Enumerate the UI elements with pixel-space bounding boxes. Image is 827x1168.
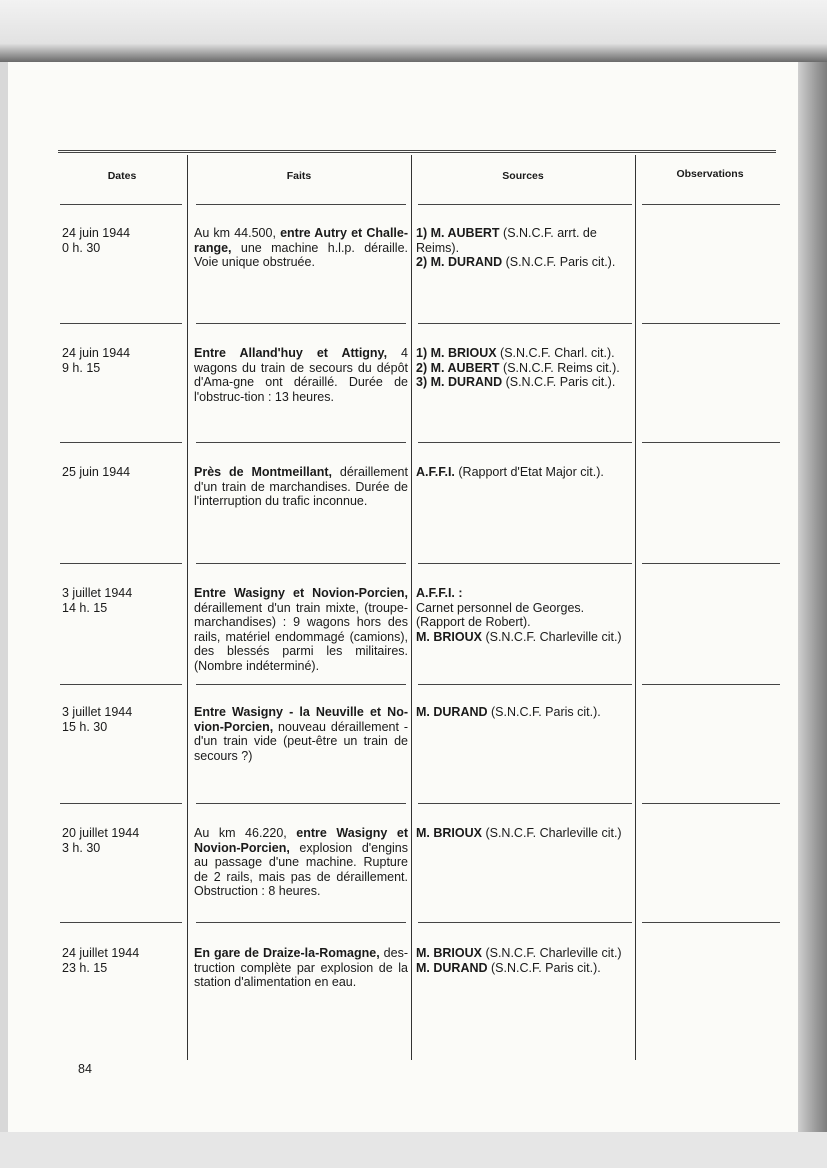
source-line: 1) M. AUBERT (S.N.C.F. arrt. de Reims).	[416, 226, 597, 255]
column-separator-2	[411, 155, 412, 1060]
row-date	[62, 226, 182, 255]
row-sources	[416, 705, 636, 720]
fait-location: Entre Wasigny et Novion-Porcien,	[194, 586, 408, 600]
row-fait: Entre Wasigny - la Neuville et No-vion-Porcien, nouveau déraillement - d'un train vide (peut-être un train de secours ?)	[194, 705, 408, 763]
time-text: 0 h. 30	[62, 240, 101, 255]
row-rule	[196, 922, 406, 923]
row-date	[62, 705, 182, 734]
row-sources	[416, 946, 636, 975]
time-text: 3 h. 30	[62, 840, 101, 855]
header-faits: Faits	[286, 170, 312, 182]
row-rule	[642, 563, 780, 564]
row-rule	[418, 323, 632, 324]
row-date	[62, 586, 182, 615]
row-date	[62, 946, 182, 975]
row-rule	[642, 204, 780, 205]
scan-top-margin	[0, 0, 827, 62]
source-line: 3) M. DURAND (S.N.C.F. Paris cit.).	[416, 375, 616, 389]
date-text: 25 juin 1944	[62, 465, 131, 479]
row-rule	[60, 563, 182, 564]
time-text: 9 h. 15	[62, 360, 101, 375]
date-text: 3 juillet 1944	[62, 705, 133, 719]
row-rule	[60, 204, 182, 205]
row-rule	[418, 442, 632, 443]
source-line: M. DURAND (S.N.C.F. Paris cit.).	[416, 960, 601, 975]
row-rule	[196, 442, 406, 443]
row-rule	[642, 323, 780, 324]
source-line: Carnet personnel de Georges.	[416, 600, 585, 615]
time-text: 15 h. 30	[62, 719, 108, 734]
row-rule	[418, 803, 632, 804]
source-line: M. BRIOUX (S.N.C.F. Charleville cit.)	[416, 629, 622, 644]
row-rule	[196, 204, 406, 205]
time-text: 14 h. 15	[62, 600, 108, 615]
row-date	[62, 346, 182, 375]
date-text: 24 juin 1944	[62, 226, 131, 240]
source-line: 1) M. BRIOUX (S.N.C.F. Charl. cit.).	[416, 346, 615, 360]
source-line: M. BRIOUX (S.N.C.F. Charleville cit.)	[416, 946, 622, 960]
time-text: 23 h. 15	[62, 960, 108, 975]
source-line: M. BRIOUX (S.N.C.F. Charleville cit.)	[416, 826, 622, 840]
fait-location: En gare de Draize-la-Romagne,	[194, 946, 380, 960]
source-line: M. DURAND (S.N.C.F. Paris cit.).	[416, 705, 601, 719]
row-rule	[418, 563, 632, 564]
source-line: (Rapport de Robert).	[416, 615, 531, 629]
column-separator-1	[187, 155, 188, 1060]
row-fait: Au km 44.500, entre Autry et Challe-range, une machine h.l.p. déraille. Voie unique obstruée.	[194, 226, 408, 269]
row-sources	[416, 826, 636, 841]
header-dates: Dates	[107, 170, 137, 182]
scan-bottom-margin	[0, 1132, 827, 1168]
source-line: 2) M. DURAND (S.N.C.F. Paris cit.).	[416, 255, 616, 269]
row-rule	[60, 442, 182, 443]
page-edge-shadow	[798, 62, 827, 1132]
row-rule	[418, 204, 632, 205]
row-rule	[418, 684, 632, 685]
fait-location: Près de Montmeillant,	[194, 465, 333, 479]
source-line: A.F.F.I. (Rapport d'Etat Major cit.).	[416, 465, 604, 479]
row-rule	[196, 323, 406, 324]
row-rule	[642, 803, 780, 804]
row-rule	[60, 684, 182, 685]
date-text: 3 juillet 1944	[62, 586, 133, 600]
row-rule	[642, 684, 780, 685]
row-rule	[60, 803, 182, 804]
row-fait: Entre Alland'huy et Attigny, 4 wagons du train de secours du dépôt d'Ama-gne ont déraillé. Durée de l'obstruc-tion : 13 heures.	[194, 346, 408, 404]
fait-location: Entre Wasigny - la Neuville et No-vion-Porcien,	[194, 705, 408, 734]
row-fait: En gare de Draize-la-Romagne, des-truction complète par explosion de la station d'alimentation en eau.	[194, 946, 408, 989]
row-rule	[196, 563, 406, 564]
header-sources: Sources	[502, 170, 544, 182]
row-sources	[416, 465, 636, 480]
row-rule	[642, 442, 780, 443]
row-rule	[196, 684, 406, 685]
row-date	[62, 826, 182, 855]
fait-location: entre Wasigny et Novion-Porcien,	[194, 826, 409, 855]
row-date	[62, 465, 182, 480]
page-number: 84	[78, 1062, 92, 1076]
row-rule	[418, 922, 632, 923]
row-fait: Entre Wasigny et Novion-Porcien, déraillement d'un train mixte, (troupe-marchandises) : 9 wagons hors des rails, matériel endommagé (camions), des blessés parmi les militaires. (Nombre indéterminé).	[194, 586, 408, 673]
date-text: 20 juillet 1944	[62, 826, 140, 840]
row-fait: Au km 46.220, entre Wasigny et Novion-Porcien, explosion d'engins au passage d'une machine. Rupture de 2 rails, mais pas de déraillement. Obstruction : 8 heures.	[194, 826, 409, 898]
row-rule	[196, 803, 406, 804]
header-observations: Observations	[676, 168, 744, 180]
source-line: A.F.F.I. :	[416, 586, 463, 600]
source-line: 2) M. AUBERT (S.N.C.F. Reims cit.).	[416, 360, 620, 375]
row-rule	[60, 323, 182, 324]
row-sources	[416, 586, 636, 644]
date-text: 24 juin 1944	[62, 346, 131, 360]
header-top-rule	[58, 150, 776, 153]
row-sources	[416, 346, 636, 390]
fait-location: Entre Alland'huy et Attigny,	[194, 346, 388, 360]
row-rule	[642, 922, 780, 923]
row-fait: Près de Montmeillant, déraillement d'un train de marchandises. Durée de l'interruption du trafic inconnue.	[194, 465, 408, 508]
date-text: 24 juillet 1944	[62, 946, 140, 960]
row-rule	[60, 922, 182, 923]
row-sources	[416, 226, 636, 270]
fait-location: entre Autry et Challe-range,	[194, 226, 408, 255]
